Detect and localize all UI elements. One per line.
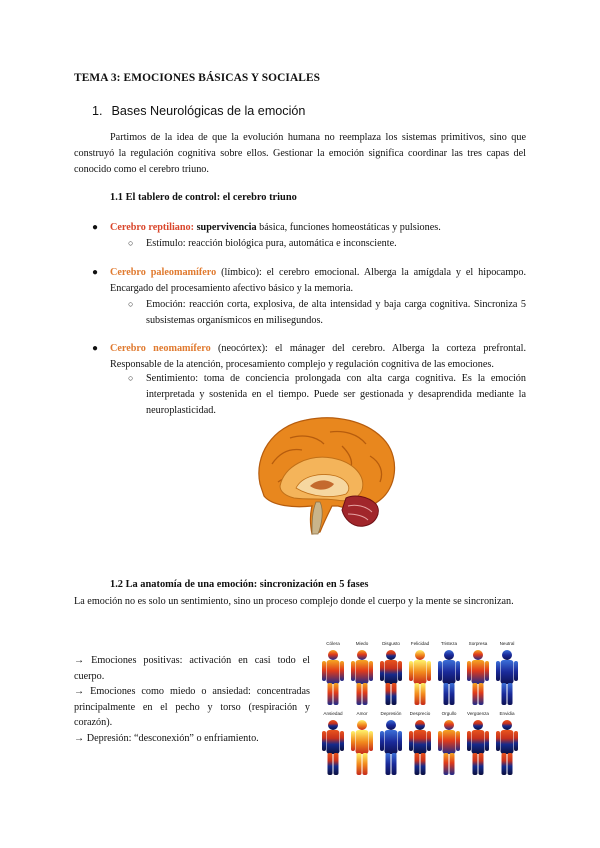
- bodymap-label: Tristeza: [440, 641, 458, 646]
- reptiliano-text: básica, funciones homeostáticas y pulsiones.: [256, 222, 441, 233]
- bodymap-label: Envidia: [499, 711, 515, 716]
- intro-text: Partimos de la idea de que la evolución humana no reemplaza los sistemas primitivos, sino que construyó la regulación cognitiva sobre ellos. Gestionar la emoción significa coordinar las tres capas del conocido como el cerebro triuno.: [74, 132, 526, 175]
- bodymap-label: Amor: [356, 711, 368, 716]
- emotion-bodymap-image: [320, 638, 526, 776]
- emotion-point: → Emociones positivas: activación en casi todo el cuerpo.: [74, 655, 310, 682]
- emotion-point: → Depresión: “desconexión” o enfriamiento.: [74, 732, 259, 744]
- bullet-dot: ●: [92, 267, 99, 278]
- bodymap-label: Cólera: [326, 641, 340, 646]
- bodymap-label: Orgullo: [441, 711, 457, 716]
- section-title: Bases Neurológicas de la emoción: [111, 104, 306, 118]
- section-heading-1: [92, 104, 305, 118]
- bodymap-label: Felicidad: [410, 641, 430, 646]
- bodymap-label: Neutral: [499, 641, 515, 646]
- bullet-paleomamifero: [110, 265, 526, 297]
- emotion-points-list: [74, 653, 310, 746]
- bodymap-label: Depresión: [380, 711, 402, 716]
- sub-bullet-ring: ○: [128, 373, 134, 383]
- bodymap-label: Ansiedad: [323, 711, 343, 716]
- neomamifero-text: (neocórtex): el mánager del cerebro. Alberga la corteza prefrontal. Responsable de la atención, procesamiento complejo y regulación cognitiva de las emociones.: [110, 343, 527, 370]
- bodymap-label: Vergüenza: [467, 711, 489, 716]
- bodymap-label: Disgusto: [382, 641, 400, 646]
- sub-bullet-ring: ○: [128, 299, 134, 309]
- subsection-heading-1-2: 1.2 La anatomía de una emoción: sincronización en 5 fases: [110, 579, 369, 590]
- bullet-dot: ●: [92, 222, 99, 233]
- sub-bullet-ring: ○: [128, 238, 134, 248]
- term-reptiliano: Cerebro reptiliano:: [110, 222, 195, 233]
- bullet-neomamifero: [110, 341, 526, 373]
- bodymap-label: Miedo: [355, 641, 369, 646]
- sub-bullet-reptiliano: Estímulo: reacción biológica pura, automática e inconsciente.: [146, 238, 397, 249]
- intro-paragraph: [74, 130, 526, 178]
- emotion-point: → Emociones como miedo o ansiedad: concentradas principalmente en el pecho y torso (respiración y corazón).: [74, 686, 310, 728]
- section-number: 1.: [92, 104, 103, 118]
- term-neomamifero: Cerebro neomamífero: [110, 343, 211, 354]
- brain-illustration: [250, 414, 400, 542]
- bodymap-label: Sorpresa: [468, 641, 488, 646]
- bold-supervivencia: supervivencia: [196, 222, 257, 233]
- sub-bullet-neomamifero: Sentimiento: toma de conciencia prolongada con alta carga cognitiva. Es la emoción interpretada y sostenida en el tiempo. Puede ser gestionada y desaprendida mediante la neuroplasticidad.: [146, 373, 526, 416]
- bodymap-label: Desprecio: [409, 711, 431, 716]
- bullet-dot: ●: [92, 343, 99, 354]
- subsection-heading-1-1: 1.1 El tablero de control: el cerebro triuno: [110, 192, 297, 203]
- bodymap-figures: [320, 638, 526, 776]
- bullet-reptiliano: [110, 220, 526, 236]
- term-paleomamifero: Cerebro paleomamífero: [110, 267, 217, 278]
- document-title: TEMA 3: EMOCIONES BÁSICAS Y SOCIALES: [74, 72, 321, 84]
- paleomamifero-text: (límbico): el cerebro emocional. Alberga la amígdala y el hipocampo. Encargado del procesamiento afectivo básico y la memoria.: [110, 267, 526, 294]
- sub-bullet-paleomamifero: Emoción: reacción corta, explosiva, de alta intensidad y baja carga cognitiva. Sincroniza 5 subsistemas organísmicos en milisegundos.: [146, 299, 526, 326]
- paragraph-1-2: La emoción no es solo un sentimiento, sino un proceso complejo donde el cuerpo y la mente se sincronizan.: [74, 596, 514, 607]
